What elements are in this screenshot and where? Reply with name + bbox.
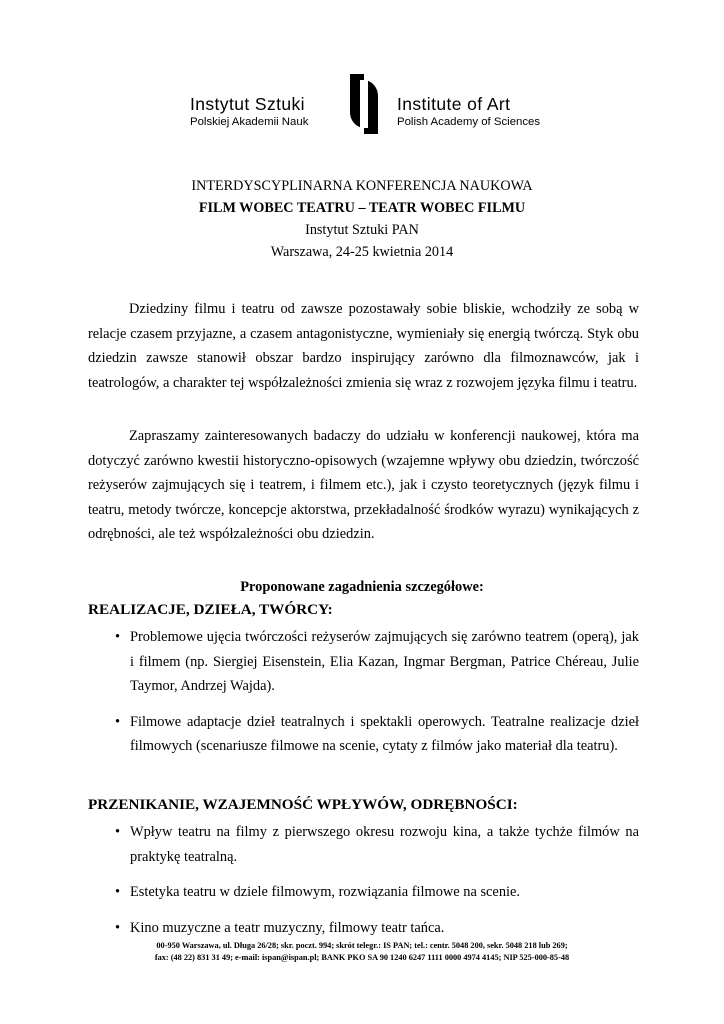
bullet-icon: • — [115, 824, 121, 840]
invitation-paragraph — [88, 424, 639, 547]
conference-host: Instytut Sztuki PAN — [305, 222, 419, 238]
letterhead-right — [397, 94, 540, 130]
list-item — [88, 710, 639, 759]
section-heading-przenikanie: PRZENIKANIE, WZAJEMNOŚĆ WPŁYWÓW, ODRĘBNOŚCI: — [88, 796, 518, 813]
intro-paragraph — [88, 297, 639, 395]
topics-heading: Proponowane zagadnienia szczegółowe: — [240, 579, 484, 595]
list-item — [88, 625, 639, 699]
footer-contact-bank: fax: (48 22) 831 31 49; e-mail: ispan@ispan.pl; BANK PKO SA 90 1240 6247 1111 0000 4974 4145; NIP 525-000-85-48 — [154, 953, 570, 962]
institute-sub-en: Polish Academy of Sciences — [397, 116, 541, 128]
list-item — [88, 880, 639, 905]
institute-name-pl: Instytut Sztuki — [190, 94, 305, 114]
section-heading-realizacje: REALIZACJE, DZIEŁA, TWÓRCY: — [88, 601, 333, 618]
paragraph-1: Dziedziny filmu i teatru od zawsze pozostawały sobie bliskie, wchodziły ze sobą w relacje czasem przyjazne, a czasem antagonistyczne, wymieniały się energią twórczą. Styk obu dziedzin zawsze stanowił obszar bardzo inspirujący zarówno dla filmoznawców, jak i teatrologów, a charakter tej współzależności zmienia się wraz z rozwojem języka filmu i teatru. — [88, 301, 639, 391]
conference-type: INTERDYSCYPLINARNA KONFERENCJA NAUKOWA — [191, 178, 533, 194]
list-item-text: Estetyka teatru w dziele filmowym, rozwiązania filmowe na scenie. — [130, 884, 520, 900]
bullet-icon: • — [115, 713, 121, 730]
footer-address: 00-950 Warszawa, ul. Długa 26/28; skr. poczt. 994; skrót telegr.: IS PAN; tel.: centr. 5048 200, sekr. 5048 218 lub 269; — [156, 941, 568, 950]
institute-logo-icon — [346, 72, 382, 136]
institute-name-en: Institute of Art — [397, 94, 511, 114]
conference-place-date: Warszawa, 24-25 kwietnia 2014 — [270, 244, 454, 260]
bullet-icon: • — [115, 919, 121, 936]
list-item — [88, 820, 639, 869]
list-item-text: Problemowe ujęcia twórczości reżyserów zajmujących się zarówno teatrem (operą), jak i filmem (np. Siergiej Eisenstein, Elia Kazan, Ingmar Bergman, Patrice Chéreau, Julie Taymor, Andrzej Wajda). — [130, 629, 639, 694]
list-item — [88, 916, 639, 941]
section-list-przenikanie — [88, 820, 639, 951]
letterhead-left — [190, 94, 308, 130]
list-item-text: Kino muzyczne a teatr muzyczny, filmowy teatr tańca. — [130, 919, 445, 936]
conference-title-block — [0, 175, 724, 263]
conference-title: FILM WOBEC TEATRU – TEATR WOBEC FILMU — [198, 200, 526, 216]
list-item-text: Filmowe adaptacje dzieł teatralnych i spektakli operowych. Teatralne realizacje dzieł filmowych (scenariusze filmowe na scenie, cytaty z filmów jako materiał dla teatru). — [130, 713, 639, 754]
paragraph-2: Zapraszamy zainteresowanych badaczy do udziału w konferencji naukowej, która ma dotyczyć zarówno kwestii historyczno-opisowych (wzajemne wpływy obu dziedzin, twórczość reżyserów zajmujących się i teatrem, i filmem etc.), jak i czysto teoretycznych (język filmu i teatru, metody twórcze, koncepcje aktorstwa, przekładalność środków wyrazu) wynikających z odrębności, ale też współzależności obu dziedzin. — [88, 428, 639, 542]
bullet-icon: • — [115, 629, 121, 645]
list-item-text: Wpływ teatru na filmy z pierwszego okresu rozwoju kina, a także tychże filmów na praktykę teatralną. — [130, 824, 639, 865]
bullet-icon: • — [115, 884, 121, 900]
section-list-realizacje — [88, 625, 639, 770]
institute-sub-pl: Polskiej Akademii Nauk — [190, 116, 309, 128]
footer-contact — [0, 940, 724, 964]
